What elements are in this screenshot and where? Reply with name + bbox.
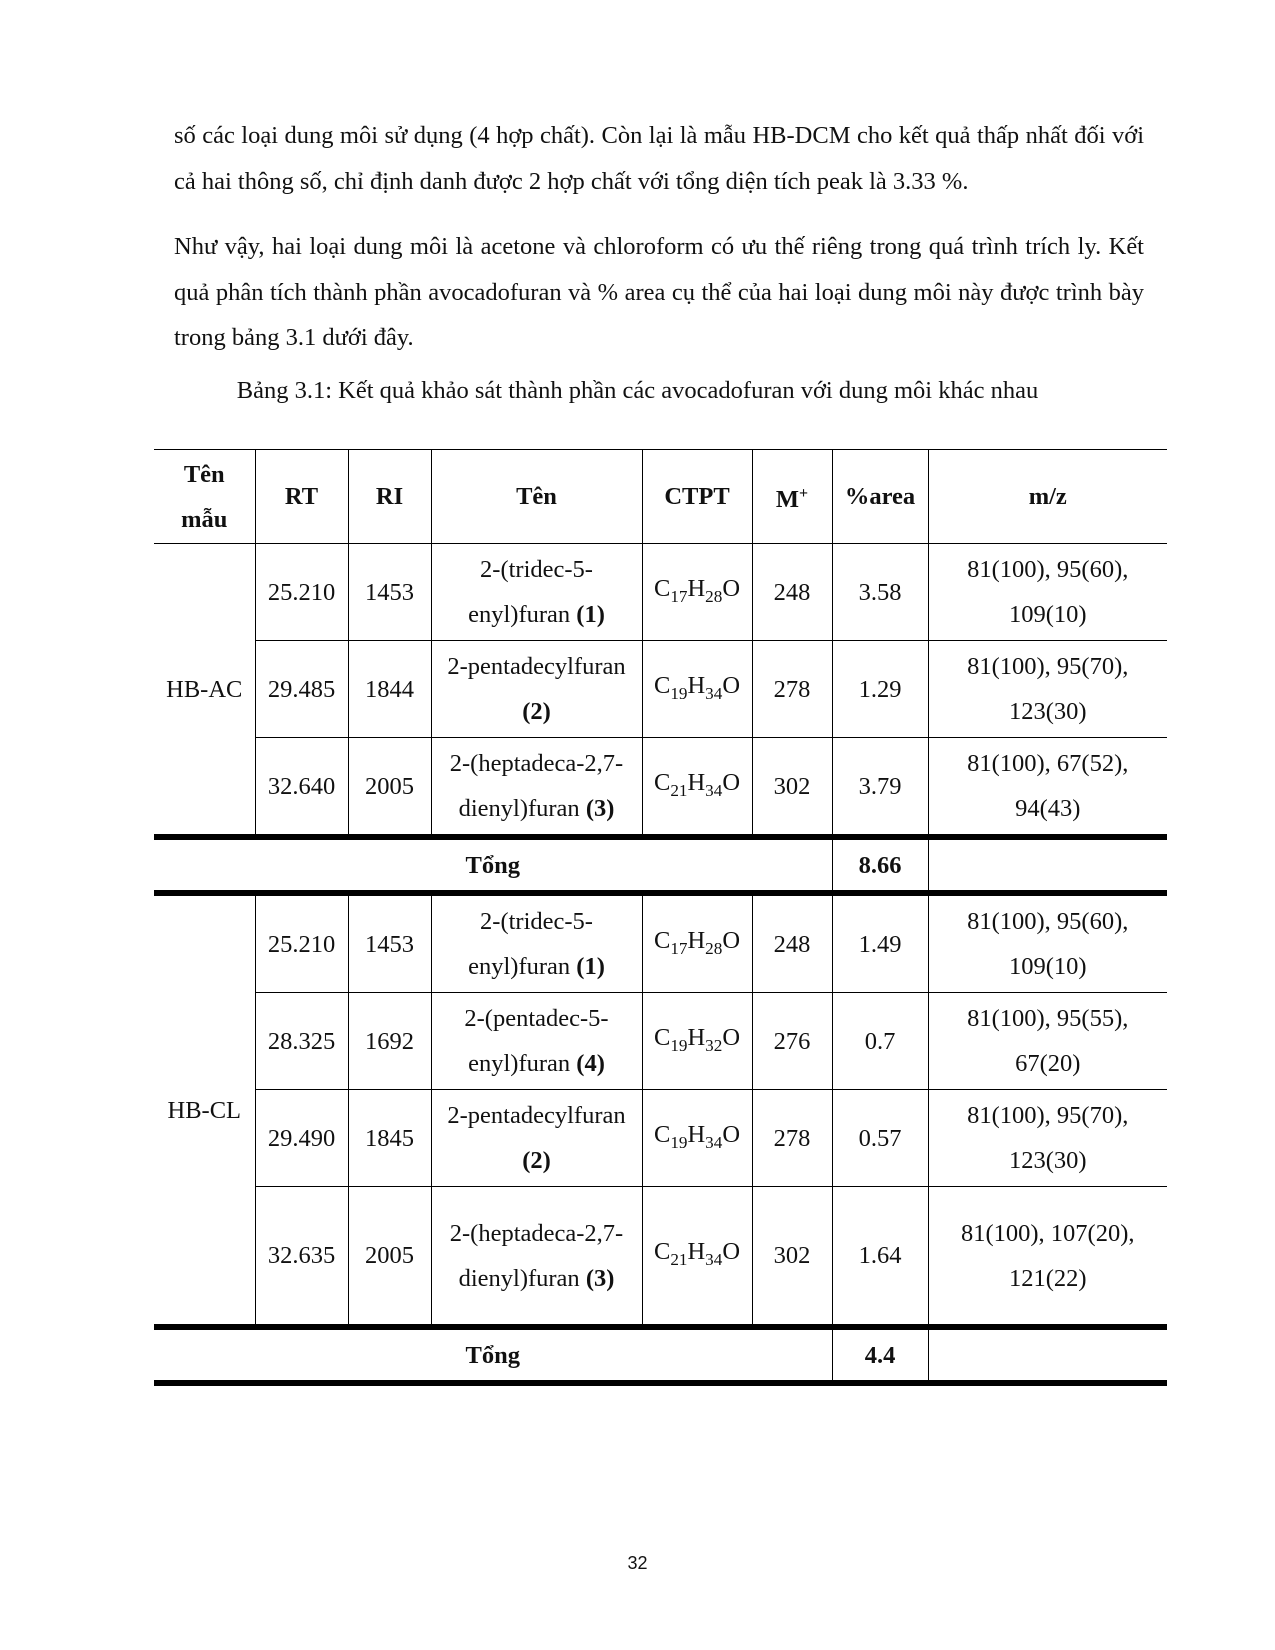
compound-name-cell (431, 893, 642, 993)
header-formula: CTPT (642, 450, 752, 544)
ri-cell: 2005 (348, 738, 431, 838)
mass-cell: 248 (752, 544, 832, 641)
header-area: %area (832, 450, 928, 544)
table-caption: Bảng 3.1: Kết quả khảo sát thành phần các avocadofuran với dung môi khác nhau (236, 377, 1039, 404)
compound-name-cell (431, 544, 642, 641)
header-name: Tên (431, 450, 642, 544)
ri-cell: 1453 (348, 893, 431, 993)
ri-cell: 1453 (348, 544, 431, 641)
formula-h-count: 34 (705, 780, 723, 800)
compound-ref: (3) (585, 1264, 615, 1292)
table-header-row (154, 450, 1167, 544)
mz-cell: 81(100), 67(52), 94(43) (928, 738, 1167, 838)
formula-h-count: 28 (705, 586, 723, 606)
compound-ref: (2) (522, 698, 551, 725)
table-row (154, 1090, 1167, 1187)
mz-cell: 81(100), 95(70), 123(30) (928, 1090, 1167, 1187)
compound-name: 2-pentadecylfuran (447, 653, 626, 680)
compound-name: 2-(heptadeca-2,7-dienyl)furan (449, 1219, 624, 1292)
formula-c-count: 19 (670, 683, 688, 703)
header-sample: Tên mẫu (154, 450, 255, 544)
formula-h-count: 32 (705, 1035, 723, 1055)
compound-name: 2-pentadecylfuran (447, 1102, 626, 1129)
rt-cell: 25.210 (255, 544, 348, 641)
compound-name-cell (431, 641, 642, 738)
sample-name: HB-AC (154, 544, 255, 838)
avocadofuran-table (154, 449, 1167, 1386)
formula-c-count: 17 (670, 938, 688, 958)
mz-cell: 81(100), 95(60), 109(10) (928, 893, 1167, 993)
mass-cell: 278 (752, 641, 832, 738)
paragraph-2: Như vậy, hai loại dung môi là acetone và chloroform có ưu thế riêng trong quá trình trích ly. Kết quả phân tích thành phần avocadofuran và % area cụ thể của hai loại dung môi này được trình bày trong bảng 3.1 dưới đây. (174, 233, 1144, 351)
area-cell: 0.57 (832, 1090, 928, 1187)
compound-ref: (4) (576, 1050, 605, 1077)
total-row (154, 1327, 1167, 1383)
formula-c-count: 21 (670, 1249, 688, 1269)
mz-cell: 81(100), 107(20), 121(22) (928, 1187, 1167, 1328)
formula-cell: $C_{21}H_{34}O$ (642, 738, 752, 838)
area-cell: 0.7 (832, 993, 928, 1090)
total-empty (928, 1327, 1167, 1383)
table-row (154, 641, 1167, 738)
compound-ref: (2) (522, 1147, 551, 1174)
rt-cell: 28.325 (255, 993, 348, 1090)
compound-name-cell (431, 1187, 642, 1328)
table-row (154, 893, 1167, 993)
formula-cell: $C_{19}H_{32}O$ (642, 993, 752, 1090)
header-mass (752, 450, 832, 544)
formula-cell: $C_{21}H_{34}O$ (642, 1187, 752, 1328)
rt-cell: 32.640 (255, 738, 348, 838)
sample-name: HB-CL (154, 893, 255, 1327)
ri-cell: 1692 (348, 993, 431, 1090)
compound-name-cell (431, 1090, 642, 1187)
area-cell: 1.49 (832, 893, 928, 993)
mz-cell: 81(100), 95(60), 109(10) (928, 544, 1167, 641)
ri-cell: 2005 (348, 1187, 431, 1328)
header-ri: RI (348, 450, 431, 544)
table-row (154, 1187, 1167, 1328)
formula-cell: $C_{19}H_{34}O$ (642, 641, 752, 738)
table-row (154, 544, 1167, 641)
ri-cell: 1845 (348, 1090, 431, 1187)
formula-h-count: 34 (705, 1249, 723, 1269)
ri-cell: 1844 (348, 641, 431, 738)
total-row (154, 837, 1167, 893)
compound-name-cell (431, 738, 642, 838)
header-mz: m/z (928, 450, 1167, 544)
formula-cell: $C_{19}H_{34}O$ (642, 1090, 752, 1187)
formula-cell: $C_{17}H_{28}O$ (642, 544, 752, 641)
header-mass-label: M (775, 486, 800, 514)
formula-c-count: 17 (670, 586, 688, 606)
compound-name: 2-(heptadeca-2,7-dienyl)furan (449, 750, 624, 822)
total-empty (928, 837, 1167, 893)
formula-h-count: 34 (705, 683, 723, 703)
compound-ref: (1) (576, 601, 605, 628)
mass-cell: 302 (752, 738, 832, 838)
total-area: 8.66 (832, 837, 928, 893)
table-row (154, 993, 1167, 1090)
page-number: 32 (627, 1553, 648, 1573)
table-row (154, 738, 1167, 838)
compound-ref: (1) (576, 953, 605, 980)
formula-c-count: 19 (670, 1132, 688, 1152)
compound-name: 2-(pentadec-5-enyl)furan (464, 1005, 609, 1077)
mz-cell: 81(100), 95(70), 123(30) (928, 641, 1167, 738)
mass-cell: 248 (752, 893, 832, 993)
mass-cell: 276 (752, 993, 832, 1090)
area-cell: 1.29 (832, 641, 928, 738)
total-label: Tổng (154, 837, 832, 893)
header-rt: RT (255, 450, 348, 544)
area-cell: 1.64 (832, 1187, 928, 1328)
total-area: 4.4 (832, 1327, 928, 1383)
compound-name: 2-(tridec-5-enyl)furan (468, 556, 593, 628)
header-mass-sup: + (799, 484, 809, 502)
formula-cell: $C_{17}H_{28}O$ (642, 893, 752, 993)
area-cell: 3.79 (832, 738, 928, 838)
total-label: Tổng (154, 1327, 832, 1383)
rt-cell: 29.485 (255, 641, 348, 738)
paragraph-1: số các loại dung môi sử dụng (4 hợp chất). Còn lại là mẫu HB-DCM cho kết quả thấp nhất đối với cả hai thông số, chỉ định danh được 2 hợp chất với tổng diện tích peak là 3.33 %. (174, 122, 1144, 195)
rt-cell: 29.490 (255, 1090, 348, 1187)
area-cell: 3.58 (832, 544, 928, 641)
formula-c-count: 21 (670, 780, 688, 800)
formula-h-count: 34 (705, 1132, 723, 1152)
formula-h-count: 28 (705, 938, 723, 958)
formula-c-count: 19 (670, 1035, 688, 1055)
rt-cell: 25.210 (255, 893, 348, 993)
compound-name-cell (431, 993, 642, 1090)
compound-ref: (3) (585, 795, 615, 822)
mz-cell: 81(100), 95(55), 67(20) (928, 993, 1167, 1090)
compound-name: 2-(tridec-5-enyl)furan (468, 908, 593, 980)
rt-cell: 32.635 (255, 1187, 348, 1328)
mass-cell: 278 (752, 1090, 832, 1187)
mass-cell: 302 (752, 1187, 832, 1328)
